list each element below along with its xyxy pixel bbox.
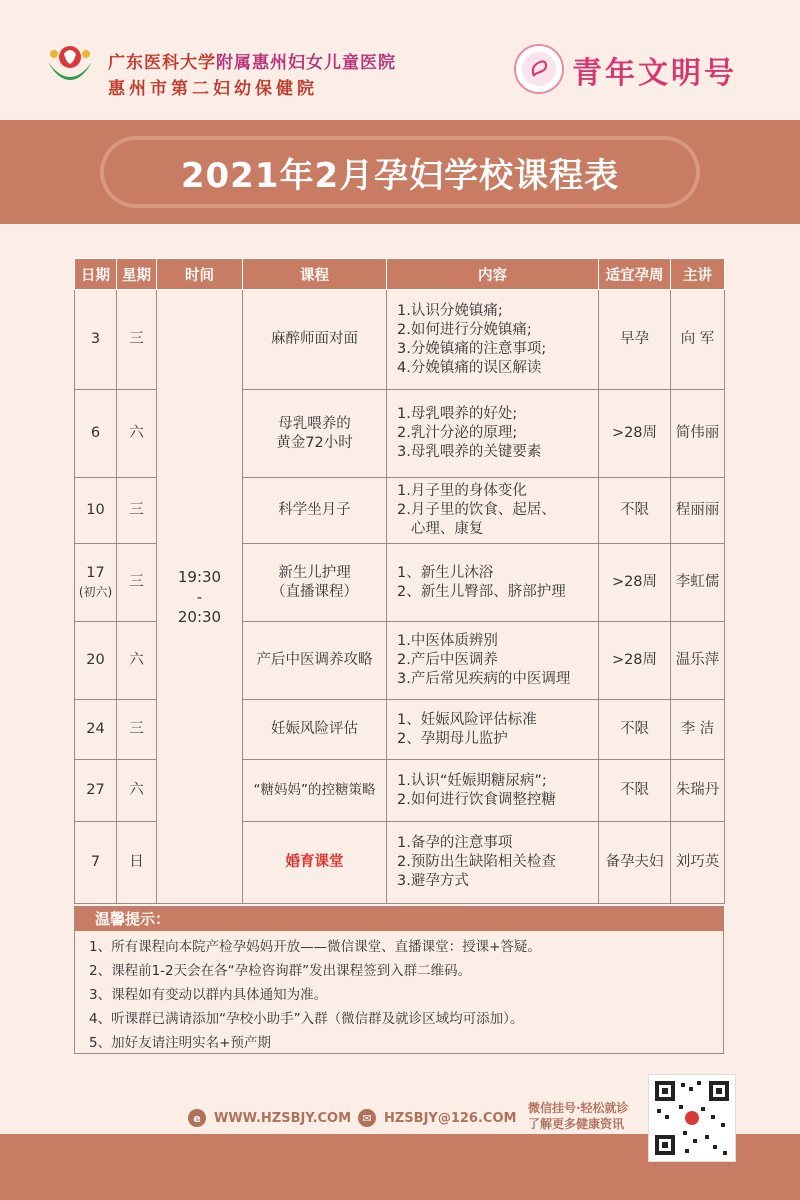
cell-date: 10 (75, 478, 117, 544)
cell-speaker: 刘巧英 (671, 822, 725, 904)
cell-course (243, 290, 387, 390)
content-line: 1.月子里的身体变化 (397, 483, 527, 499)
cell-content (387, 700, 599, 760)
content-line: 1.备孕的注意事项 (397, 835, 513, 851)
cell-course (243, 822, 387, 904)
content-line: 3.母乳喂养的关键要素 (397, 444, 542, 460)
cell-content (387, 478, 599, 544)
web-icon: e (188, 1109, 206, 1127)
cell-speaker: 李虹儒 (671, 544, 725, 622)
email-link[interactable] (358, 1109, 516, 1127)
cell-content (387, 390, 599, 478)
footer-slogan (528, 1100, 629, 1132)
cell-date: 24 (75, 700, 117, 760)
content-line: 2.乳汁分泌的原理; (397, 425, 518, 441)
cell-content (387, 544, 599, 622)
table-row (75, 290, 725, 390)
tip-item: 2、课程前1-2天会在各“孕检咨询群”发出课程签到入群二维码。 (89, 963, 472, 979)
header-course: 课程 (243, 259, 387, 290)
page-title: 2021年2月孕妇学校课程表 (180, 155, 620, 196)
schedule-table (74, 258, 725, 904)
content-line: 3.分娩镇痛的注意事项; (397, 340, 547, 357)
qr-code-icon (648, 1074, 736, 1162)
content-line: 2.预防出生缺陷相关检查 (397, 854, 556, 870)
email-text: HZSBJY@126.COM (384, 1110, 517, 1126)
header-speaker: 主讲 (671, 259, 725, 290)
cell-weeks: >28周 (599, 544, 671, 622)
content-line: 2、孕期母儿监护 (397, 730, 508, 747)
course-line: 产后中医调养攻略 (256, 652, 373, 668)
course-line: 母乳喂养的 (278, 415, 351, 432)
cell-weekday: 六 (117, 760, 157, 822)
course-line: 科学坐月子 (278, 502, 351, 518)
hospital-name-line1: 广东医科大学附属惠州妇女儿童医院 (108, 53, 396, 73)
cell-weekday: 三 (117, 478, 157, 544)
date-note: (初六) (78, 584, 113, 599)
time-end: 20:30 (177, 607, 222, 626)
table-header-row (75, 259, 725, 290)
cell-time (157, 290, 243, 904)
content-line: 1.中医体质辨别 (397, 633, 498, 649)
cell-content (387, 822, 599, 904)
cell-course (243, 478, 387, 544)
slogan-line: 了解更多健康资讯 (528, 1117, 625, 1131)
header-weekday: 星期 (117, 259, 157, 290)
content-line: 心理、康复 (397, 521, 484, 537)
cell-content (387, 760, 599, 822)
cell-weeks: 早孕 (599, 290, 671, 390)
cell-course (243, 622, 387, 700)
tips-heading: 温馨提示： (75, 907, 723, 931)
content-line: 1.认识“妊娠期糖尿病”; (397, 772, 547, 789)
course-line: 妊娠风险评估 (271, 721, 358, 737)
cell-weekday: 六 (117, 622, 157, 700)
header (0, 0, 800, 118)
cell-date: 7 (75, 822, 117, 904)
cell-weekday: 六 (117, 390, 157, 478)
date-value: 17 (86, 564, 105, 581)
youth-league-emblem-icon (514, 44, 564, 94)
cell-weeks: 不限 (599, 760, 671, 822)
cell-weekday: 三 (117, 290, 157, 390)
content-line: 1、妊娠风险评估标准 (397, 711, 537, 728)
cell-weekday: 三 (117, 544, 157, 622)
course-line: “糖妈妈”的控糖策略 (253, 782, 376, 798)
content-line: 2.如何进行饮食调整控糖 (397, 791, 556, 808)
tips-box (74, 906, 724, 1054)
cell-date: 27 (75, 760, 117, 822)
website-text: WWW.HZSBJY.COM (214, 1110, 352, 1126)
cell-weeks: 备孕夫妇 (599, 822, 671, 904)
cell-speaker: 温乐萍 (671, 622, 725, 700)
cell-date: 6 (75, 390, 117, 478)
cell-weeks: >28周 (599, 390, 671, 478)
cell-course (243, 700, 387, 760)
hospital-name-line2: 惠州市第二妇幼保健院 (108, 79, 318, 99)
content-line: 2.月子里的饮食、起居、 (397, 502, 556, 518)
title-banner (104, 140, 696, 204)
cell-weekday: 日 (117, 822, 157, 904)
content-line: 3.产后常见疾病的中医调理 (397, 671, 571, 687)
course-line: 新生儿护理 (278, 564, 351, 581)
cell-speaker: 简伟丽 (671, 390, 725, 478)
cell-content (387, 622, 599, 700)
content-line: 3.避孕方式 (397, 873, 469, 889)
tip-item: 1、所有课程向本院产检孕妈妈开放——微信课堂、直播课堂：授课+答疑。 (89, 939, 541, 955)
cell-course (243, 544, 387, 622)
content-line: 2.如何进行分娩镇痛; (397, 321, 532, 338)
cell-speaker: 向 军 (671, 290, 725, 390)
time-start: 19:30 (177, 567, 222, 586)
cell-course (243, 390, 387, 478)
content-line: 1、新生儿沐浴 (397, 564, 494, 581)
cell-course (243, 760, 387, 822)
cell-content (387, 290, 599, 390)
cell-weeks: 不限 (599, 478, 671, 544)
content-line: 2.产后中医调养 (397, 652, 498, 668)
header-time: 时间 (157, 259, 243, 290)
tip-item: 3、课程如有变动以群内具体通知为准。 (89, 987, 328, 1003)
content-line: 1.母乳喂养的好处; (397, 406, 518, 422)
cell-date: 20 (75, 622, 117, 700)
tip-item: 4、听课群已满请添加“孕校小助手”入群（微信群及就诊区域均可添加）。 (89, 1011, 524, 1027)
course-line: 黄金72小时 (276, 434, 353, 451)
content-line: 4.分娩镇痛的误区解读 (397, 359, 542, 376)
header-date: 日期 (75, 259, 117, 290)
cell-date (75, 544, 117, 622)
header-weeks: 适宜孕周 (599, 259, 671, 290)
cell-speaker: 李 洁 (671, 700, 725, 760)
course-line: 麻醉师面对面 (271, 331, 358, 347)
header-content: 内容 (387, 259, 599, 290)
cell-speaker: 程丽丽 (671, 478, 725, 544)
tip-item: 5、加好友请注明实名+预产期 (89, 1035, 271, 1051)
cell-weekday: 三 (117, 700, 157, 760)
course-line: （直播课程） (271, 583, 358, 600)
cell-speaker: 朱瑞丹 (671, 760, 725, 822)
time-separator: - (196, 587, 203, 606)
cell-date: 3 (75, 290, 117, 390)
content-line: 2、新生儿臀部、脐部护理 (397, 583, 566, 600)
content-line: 1.认识分娩镇痛; (397, 302, 503, 319)
slogan-line: 微信挂号·轻松就诊 (528, 1101, 629, 1115)
cell-weeks: >28周 (599, 622, 671, 700)
youth-brand-title: 青年文明号 (572, 56, 737, 91)
mail-icon: ✉ (358, 1109, 376, 1127)
cell-weeks: 不限 (599, 700, 671, 760)
hospital-logo-icon (42, 40, 98, 88)
website-link[interactable] (188, 1109, 351, 1127)
course-line-highlight: 婚育课堂 (285, 854, 344, 870)
